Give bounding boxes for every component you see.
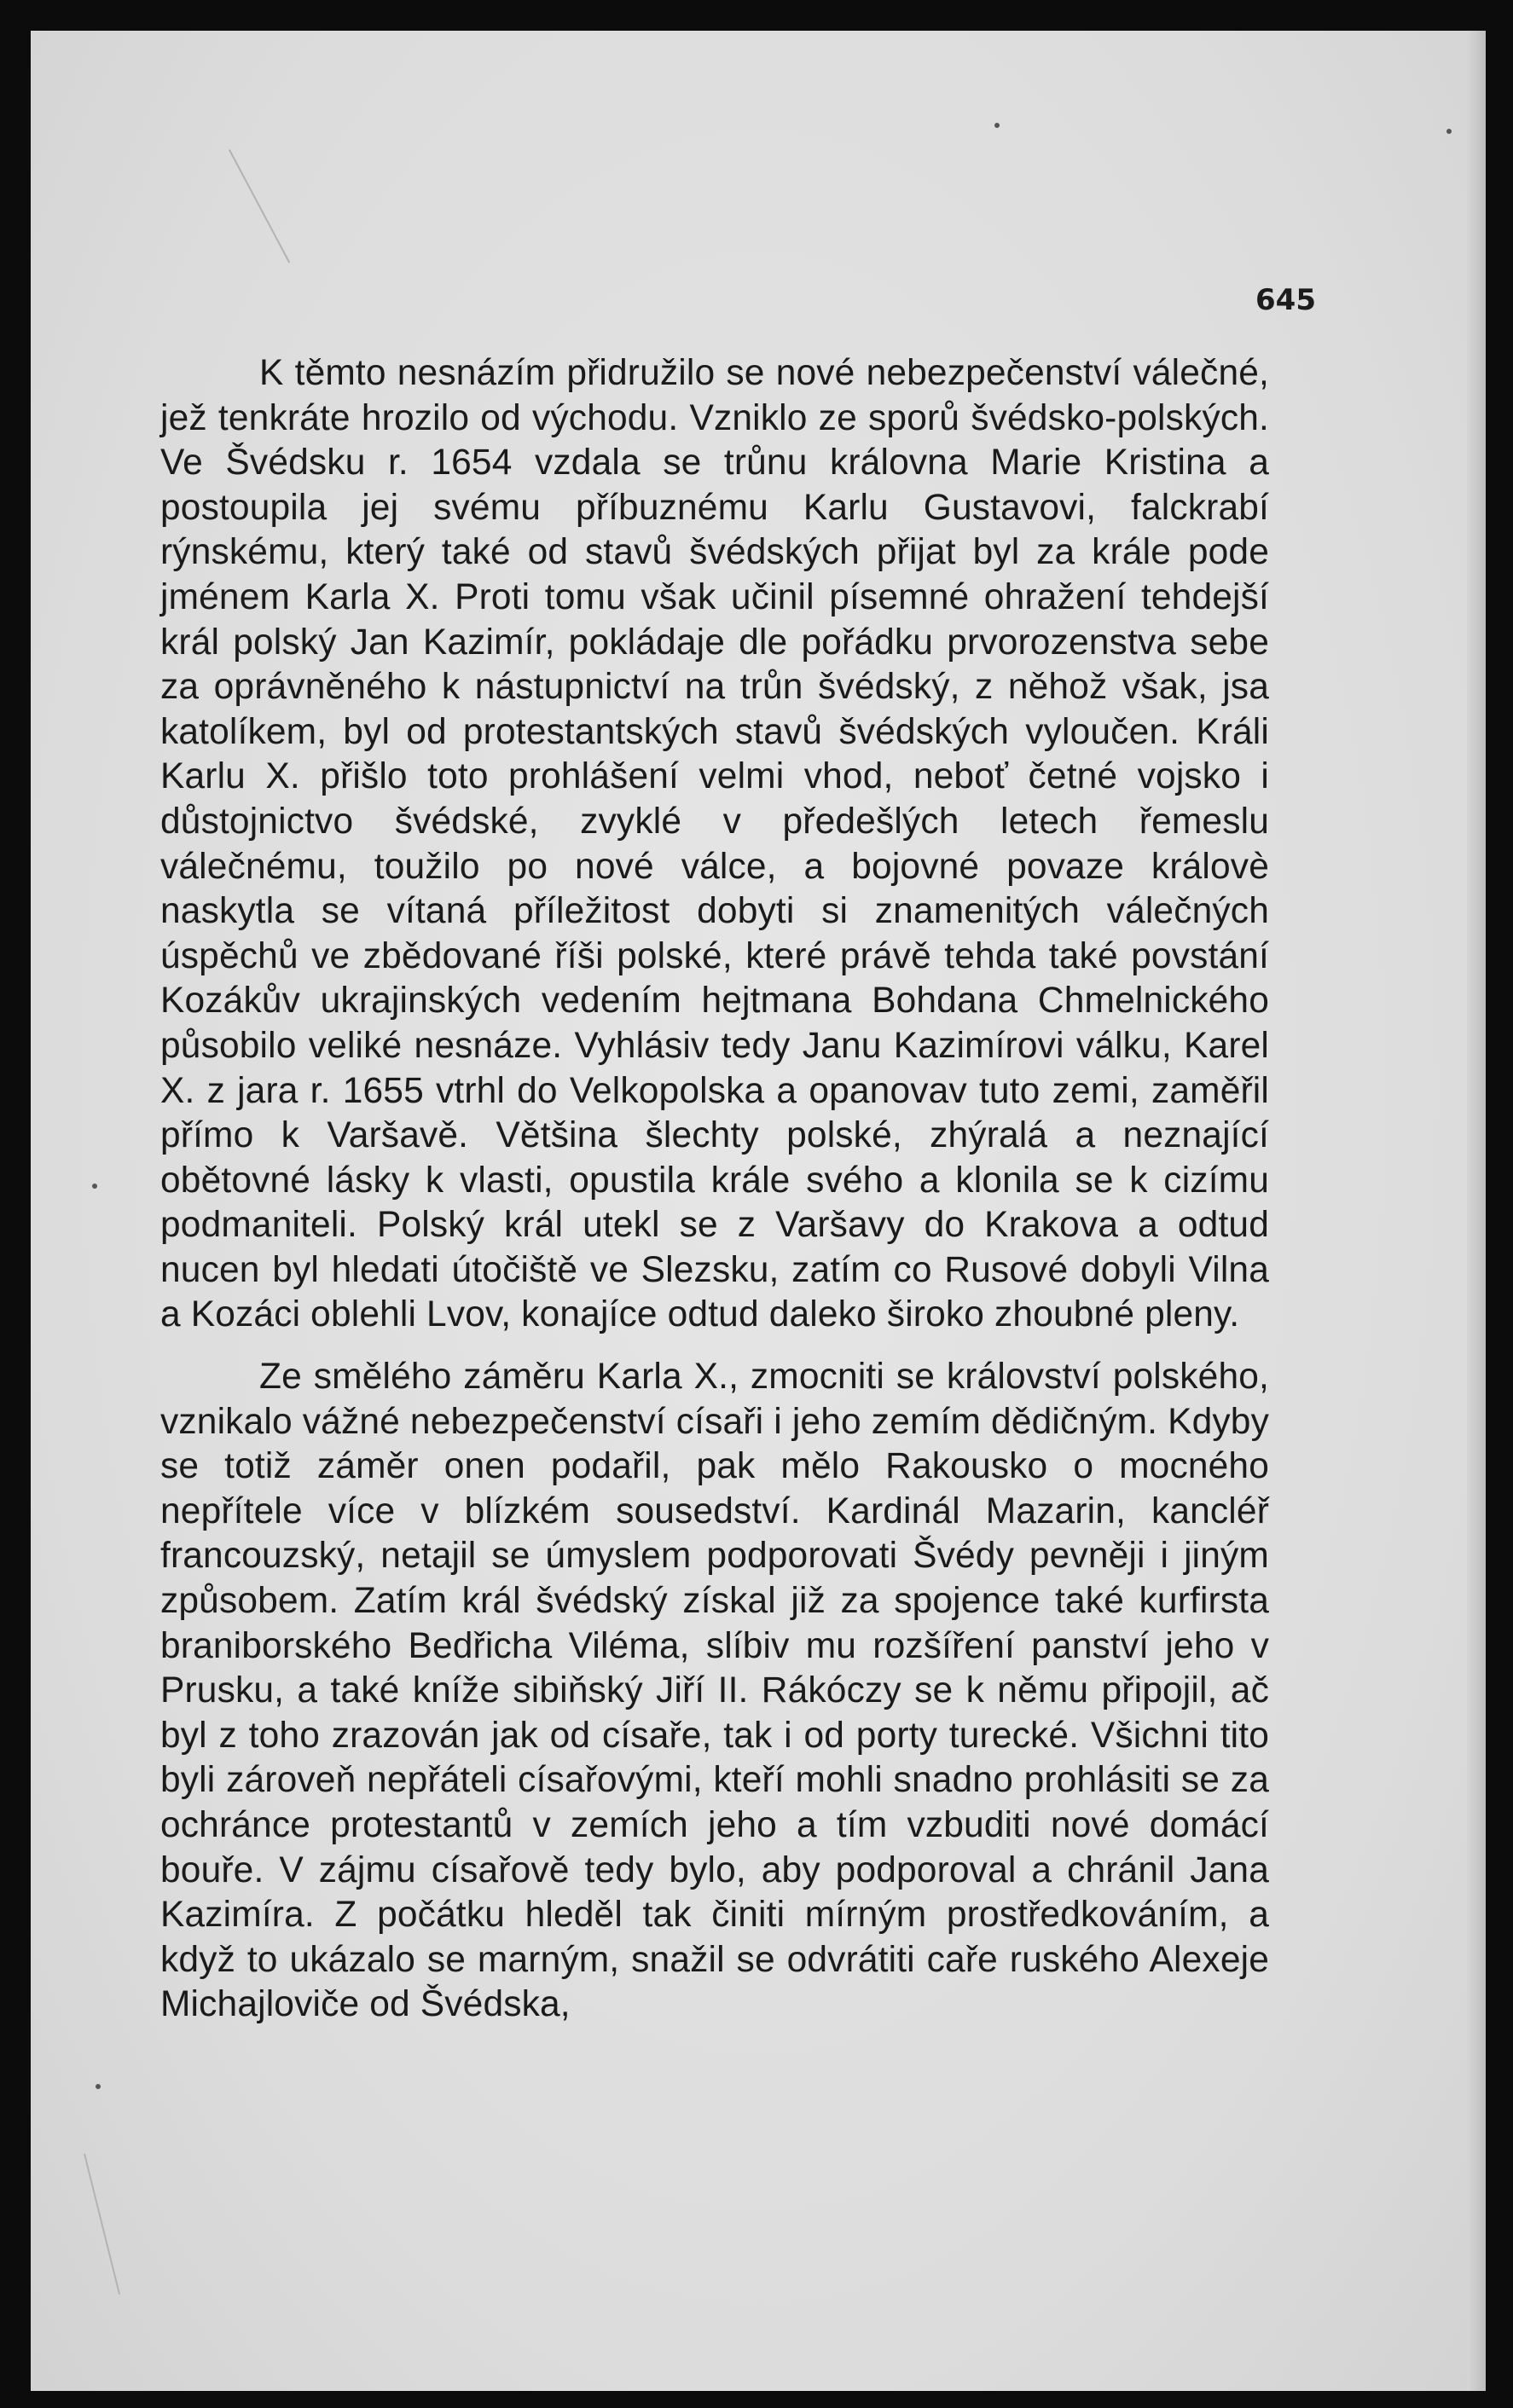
page-number: 645: [1255, 283, 1316, 317]
specks-1: [1446, 129, 1452, 134]
paper-crease-bottom: [84, 2154, 120, 2295]
specks-3: [96, 2084, 101, 2089]
paragraph-2: Ze smělého záměru Karla X., zmocniti se království polského, vznikalo vážné nebezpečenství císaři i jeho zemím dědičným. Kdyby se totiž záměr onen podařil, pak mělo Rakousko o mocného nepřítele více v blízkém sousedství. Kardinál Mazarin, kancléř francouzský, netajil se úmyslem podporovati Švédy pevněji i jiným způsobem. Zatím král švédský získal již za spojence také kurfirsta braniborského Bedřicha Viléma, slíbiv mu rozšíření panství jeho v Prusku, a také kníže sibiňský Jiří II. Rákóczy se k němu připojil, ač byl z toho zrazován jak od císaře, tak i od porty turecké. Všichni tito byli zároveň nepřáteli císařovými, kteří mohli snadno prohlásiti se za ochránce protestantů v zemích jeho a tím vzbuditi nové domácí bouře. V zájmu císařově tedy bylo, aby podporoval a chránil Jana Kazimíra. Z počátku hleděl tak činiti mírným prostředkováním, a když to ukázalo se marným, snažil se odvrátiti caře ruského Alexeje Michajloviče od Švédska,: [160, 1357, 1269, 2025]
specks-4: [994, 123, 1000, 128]
scanned-page: [31, 31, 1486, 2391]
page-edge-shadow: [1467, 31, 1486, 2391]
paragraph-1: K těmto nesnázím přidružilo se nové nebezpečenství válečné, jež tenkráte hrozilo od východu. Vzniklo ze sporů švédsko-polských. Ve Švédsku r. 1654 vzdala se trůnu královna Marie Kristina a postoupila jej svému příbuznému Karlu Gustavovi, falckrabí rýnskému, který také od stavů švédských přijat byl za krále pode jménem Karla X. Proti tomu však učinil písemné ohražení tehdejší král polský Jan Kazimír, pokládaje dle pořádku prvorozenstva sebe za oprávněného k nástupnictví na trůn švédský, z něhož však, jsa katolíkem, byl od protestantských stavů švédských vyloučen. Králi Karlu X. přišlo toto prohlášení velmi vhod, neboť četné vojsko i důstojnictvo švédské, zvyklé v předešlých letech řemeslu válečnému, toužilo po nové válce, a bojovné povaze královè naskytla se vítaná příležitost dobyti si znamenitých válečných úspěchů ve zbědované říši polské, které právě tehda také povstání Kozákův ukrajinských vedením hejtmana Bohdana Chmelnického působilo veliké nesnáze. Vyhlásiv tedy Janu Kazimírovi válku, Karel X. z jara r. 1655 vtrhl do Velkopolska a opanovav tuto zemi, zaměřil přímo k Varšavě. Většina šlechty polské, zhýralá a neznající obětovné lásky k vlasti, opustila krále svého a klonila se k cizímu podmaniteli. Polský král utekl se z Varšavy do Krakova a odtud nucen byl hledati útočiště ve Slezsku, zatím co Rusové dobyli Vilna a Kozáci oblehli Lvov, konajíce odtud daleko široko zhoubné pleny.: [160, 353, 1269, 1335]
paper-crease-top: [229, 149, 290, 263]
specks-2: [92, 1184, 97, 1189]
body-text: [160, 351, 1269, 2028]
